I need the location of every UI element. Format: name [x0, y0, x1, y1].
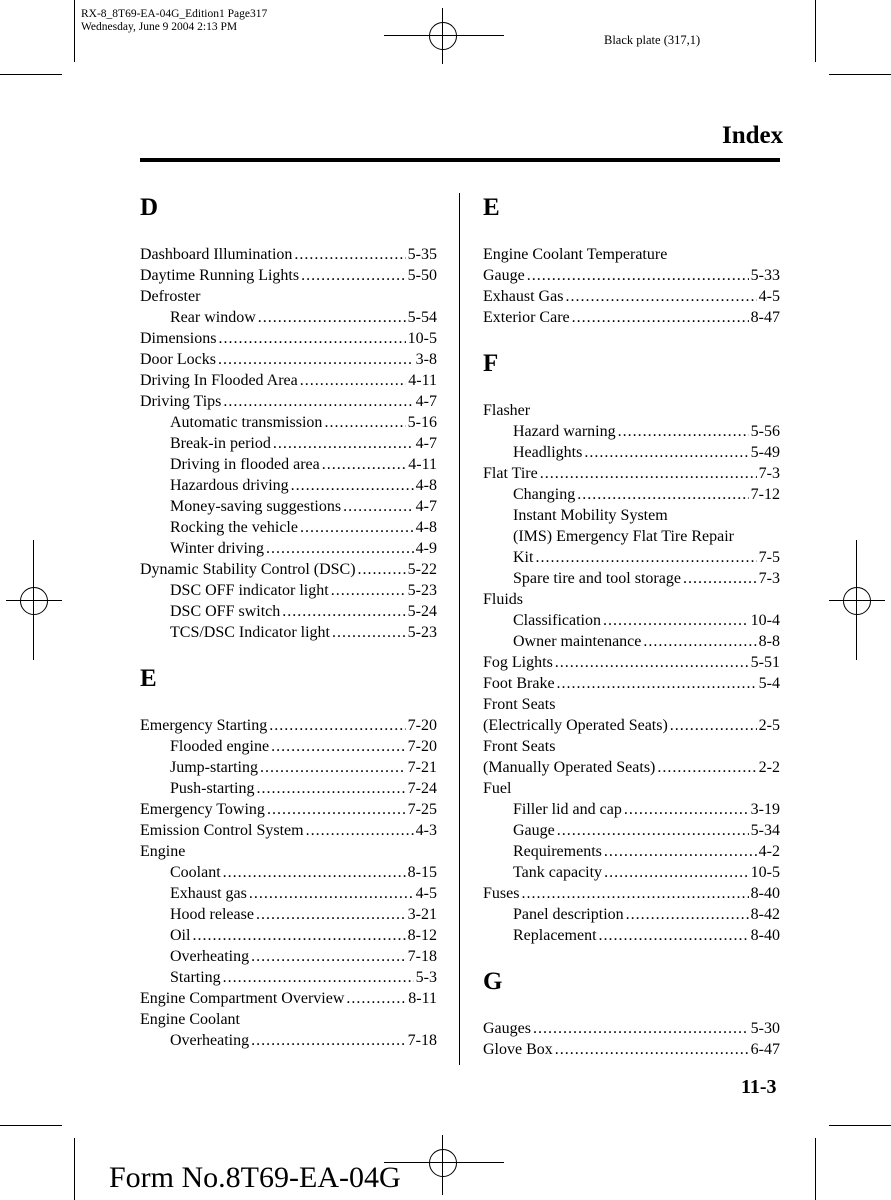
- entry-page-ref: 5-56: [750, 423, 780, 440]
- crop-mark: [74, 1138, 75, 1200]
- dot-leader: [273, 433, 414, 454]
- entry-text: Dimensions: [140, 330, 217, 347]
- dot-leader: [572, 307, 749, 328]
- entry-page-ref: 7-5: [758, 549, 780, 566]
- entry-page-ref: 6-47: [750, 1041, 780, 1058]
- entry-text: Flat Tire: [483, 465, 538, 482]
- index-column-left: [140, 193, 437, 1051]
- index-subentry: [140, 307, 437, 328]
- crop-mark: [815, 0, 816, 62]
- entry-text: (IMS) Emergency Flat Tire Repair: [513, 528, 735, 545]
- entry-page-ref: 8-47: [750, 309, 780, 326]
- entry-page-ref: 4-7: [415, 435, 437, 452]
- crop-mark: [74, 0, 75, 62]
- registration-mark-bottom: [384, 1135, 504, 1195]
- entry-text: Requirements: [513, 843, 602, 860]
- entry-text: Front Seats: [483, 696, 556, 713]
- entry-text: Break-in period: [170, 435, 271, 452]
- entry-text: Emission Control System: [140, 822, 304, 839]
- dot-leader: [331, 580, 406, 601]
- index-subentry: [140, 475, 437, 496]
- dot-leader: [266, 538, 414, 559]
- index-entry: [140, 265, 437, 286]
- index-subentry: [483, 505, 780, 526]
- entry-text: Fluids: [483, 591, 524, 608]
- entry-page-ref: 4-8: [415, 477, 437, 494]
- entry-text: Glove Box: [483, 1041, 553, 1058]
- dot-leader: [256, 778, 405, 799]
- entry-page-ref: 7-18: [407, 948, 437, 965]
- entry-text: Exhaust gas: [170, 885, 247, 902]
- entry-page-ref: 5-4: [758, 675, 780, 692]
- entry-text: Filler lid and cap: [513, 801, 622, 818]
- entry-page-ref: 8-12: [407, 927, 437, 944]
- crop-mark: [829, 1125, 891, 1126]
- index-entry: [140, 286, 437, 307]
- entry-text: Front Seats: [483, 738, 556, 755]
- index-entry: [483, 778, 780, 799]
- index-letter-heading: G: [483, 968, 503, 995]
- index-subentry: [483, 862, 780, 883]
- index-entry: [483, 244, 780, 265]
- dot-leader: [584, 442, 748, 463]
- index-column-right: [483, 193, 780, 1060]
- index-entry: [140, 799, 437, 820]
- crop-mark: [0, 74, 62, 75]
- entry-text: Overheating: [170, 948, 250, 965]
- entry-page-ref: 4-8: [415, 519, 437, 536]
- index-entry: [140, 820, 437, 841]
- dot-leader: [218, 328, 405, 349]
- index-subentry: [140, 967, 437, 988]
- form-number: Form No.8T69-EA-04G: [109, 1161, 401, 1194]
- index-subentry: [140, 736, 437, 757]
- dot-leader: [218, 349, 414, 370]
- entry-text: Flasher: [483, 402, 531, 419]
- entry-text: Overheating: [170, 1032, 250, 1049]
- dot-leader: [527, 265, 749, 286]
- entry-page-ref: 8-8: [758, 633, 780, 650]
- dot-leader: [251, 1030, 406, 1051]
- index-entry: [140, 559, 437, 580]
- index-entry: [483, 589, 780, 610]
- dot-leader: [223, 391, 413, 412]
- entry-page-ref: 8-15: [407, 864, 437, 881]
- entry-page-ref: 5-34: [750, 822, 780, 839]
- entry-text: TCS/DSC Indicator light: [170, 624, 330, 641]
- index-subentry: [483, 904, 780, 925]
- dot-leader: [282, 601, 405, 622]
- entry-text: Winter driving: [170, 540, 264, 557]
- dot-leader: [251, 946, 406, 967]
- entry-text: Emergency Starting: [140, 717, 268, 734]
- entry-text: Daytime Running Lights: [140, 267, 300, 284]
- index-entry: [483, 757, 780, 778]
- dot-leader: [540, 463, 757, 484]
- entry-text: Engine Coolant: [140, 1011, 240, 1028]
- entry-text: Starting: [170, 969, 221, 986]
- index-group: [483, 349, 780, 946]
- dot-leader: [346, 988, 406, 1009]
- entry-page-ref: 8-42: [750, 906, 780, 923]
- index-subentry: [483, 484, 780, 505]
- entry-page-ref: 7-20: [407, 717, 437, 734]
- index-subentry: [483, 568, 780, 589]
- entry-page-ref: 5-22: [407, 561, 437, 578]
- entry-text: Panel description: [513, 906, 624, 923]
- entry-text: Owner maintenance: [513, 633, 642, 650]
- index-subentry: [140, 946, 437, 967]
- index-entry: [140, 715, 437, 736]
- dot-leader: [343, 496, 414, 517]
- index-entry: [483, 265, 780, 286]
- file-info: RX-8_8T69-EA-04G_Edition1 Page317: [81, 8, 268, 20]
- entry-text: Dynamic Stability Control (DSC): [140, 561, 356, 578]
- dot-leader: [557, 673, 757, 694]
- index-subentry: [140, 622, 437, 643]
- entry-page-ref: 7-3: [758, 570, 780, 587]
- crop-mark: [829, 74, 891, 75]
- entry-text: Changing: [513, 486, 576, 503]
- index-subentry: [140, 904, 437, 925]
- index-entry: [483, 736, 780, 757]
- dot-leader: [565, 286, 756, 307]
- index-entry: [483, 883, 780, 904]
- entry-text: Driving Tips: [140, 393, 222, 410]
- entry-page-ref: 3-19: [750, 801, 780, 818]
- index-group: [483, 967, 780, 1060]
- index-subentry: [483, 547, 780, 568]
- entry-page-ref: 3-21: [407, 906, 437, 923]
- entry-page-ref: 4-7: [415, 498, 437, 515]
- entry-text: Rear window: [170, 309, 256, 326]
- dot-leader: [533, 1018, 749, 1039]
- dot-leader: [332, 622, 406, 643]
- entry-text: Classification: [513, 612, 601, 629]
- entry-text: Engine Coolant Temperature: [483, 246, 668, 263]
- entry-page-ref: 7-25: [407, 801, 437, 818]
- dot-leader: [604, 841, 757, 862]
- index-subentry: [483, 820, 780, 841]
- index-entry: [483, 652, 780, 673]
- index-subentry: [140, 538, 437, 559]
- entry-page-ref: 8-40: [750, 885, 780, 902]
- dot-leader: [192, 925, 405, 946]
- entry-page-ref: 10-4: [750, 612, 780, 629]
- entry-page-ref: 7-12: [750, 486, 780, 503]
- dot-leader: [301, 265, 406, 286]
- index-entry: [140, 370, 437, 391]
- entry-page-ref: 4-11: [408, 456, 437, 473]
- dot-leader: [249, 883, 414, 904]
- index-subentry: [483, 421, 780, 442]
- dot-leader: [258, 307, 406, 328]
- title-rule: [140, 158, 780, 162]
- entry-text: Exterior Care: [483, 309, 570, 326]
- index-entry: [140, 328, 437, 349]
- entry-text: Gauge: [513, 822, 555, 839]
- entry-text: Hazardous driving: [170, 477, 289, 494]
- entry-text: Oil: [170, 927, 191, 944]
- index-entry: [483, 1039, 780, 1060]
- entry-page-ref: 7-3: [758, 465, 780, 482]
- dot-leader: [300, 370, 407, 391]
- dot-leader: [322, 454, 407, 475]
- dot-leader: [603, 610, 749, 631]
- index-subentry: [483, 610, 780, 631]
- entry-text: Defroster: [140, 288, 201, 305]
- entry-page-ref: 4-5: [758, 288, 780, 305]
- entry-page-ref: 4-11: [408, 372, 437, 389]
- entry-page-ref: 5-51: [750, 654, 780, 671]
- index-letter-heading: E: [483, 194, 500, 221]
- entry-text: Headlights: [513, 444, 583, 461]
- entry-text: Spare tire and tool storage: [513, 570, 681, 587]
- entry-page-ref: 4-2: [758, 843, 780, 860]
- entry-text: Money-saving suggestions: [170, 498, 342, 515]
- index-subentry: [140, 496, 437, 517]
- entry-page-ref: 5-23: [407, 582, 437, 599]
- entry-text: (Electrically Operated Seats): [483, 717, 668, 734]
- index-entry: [483, 715, 780, 736]
- entry-page-ref: 5-50: [407, 267, 437, 284]
- entry-text: Driving in flooded area: [170, 456, 320, 473]
- index-letter-heading: F: [483, 350, 499, 377]
- index-subentry: [140, 412, 437, 433]
- dot-leader: [306, 820, 414, 841]
- entry-text: Hazard warning: [513, 423, 616, 440]
- index-subentry: [140, 454, 437, 475]
- entry-text: (Manually Operated Seats): [483, 759, 656, 776]
- entry-text: Dashboard Illumination: [140, 246, 293, 263]
- index-entry: [483, 694, 780, 715]
- entry-text: Gauges: [483, 1020, 531, 1037]
- crop-mark: [0, 1125, 62, 1126]
- dot-leader: [358, 559, 406, 580]
- index-entry: [483, 463, 780, 484]
- dot-leader: [643, 631, 756, 652]
- dot-leader: [557, 820, 749, 841]
- entry-text: Rocking the vehicle: [170, 519, 298, 536]
- dot-leader: [535, 547, 756, 568]
- index-entry: [483, 400, 780, 421]
- entry-text: Door Locks: [140, 351, 216, 368]
- index-subentry: [483, 631, 780, 652]
- entry-page-ref: 10-5: [750, 864, 780, 881]
- dot-leader: [269, 715, 405, 736]
- index-entry: [140, 988, 437, 1009]
- entry-page-ref: 4-3: [415, 822, 437, 839]
- entry-text: Instant Mobility System: [513, 507, 668, 524]
- entry-page-ref: 7-20: [407, 738, 437, 755]
- entry-page-ref: 7-18: [407, 1032, 437, 1049]
- entry-page-ref: 4-7: [415, 393, 437, 410]
- entry-page-ref: 2-2: [758, 759, 780, 776]
- dot-leader: [577, 484, 748, 505]
- entry-page-ref: 5-33: [750, 267, 780, 284]
- index-subentry: [140, 778, 437, 799]
- dot-leader: [555, 1039, 749, 1060]
- dot-leader: [291, 475, 414, 496]
- index-subentry: [483, 799, 780, 820]
- dot-leader: [626, 904, 749, 925]
- dot-leader: [599, 925, 749, 946]
- entry-page-ref: 5-30: [750, 1020, 780, 1037]
- entry-text: Coolant: [170, 864, 221, 881]
- index-subentry: [140, 433, 437, 454]
- index-entry: [140, 391, 437, 412]
- index-subentry: [140, 862, 437, 883]
- registration-mark-left: [6, 540, 62, 660]
- print-date: Wednesday, June 9 2004 2:13 PM: [81, 21, 238, 33]
- entry-page-ref: 4-5: [415, 885, 437, 902]
- dot-leader: [604, 862, 749, 883]
- index-subentry: [140, 517, 437, 538]
- section-title: Index: [722, 122, 784, 149]
- dot-leader: [223, 967, 414, 988]
- entry-page-ref: 7-24: [407, 780, 437, 797]
- index-entry: [483, 1018, 780, 1039]
- entry-text: Driving In Flooded Area: [140, 372, 298, 389]
- index-subentry: [140, 1030, 437, 1051]
- entry-text: Kit: [513, 549, 534, 566]
- entry-page-ref: 5-3: [415, 969, 437, 986]
- entry-text: Hood release: [170, 906, 254, 923]
- index-subentry: [483, 841, 780, 862]
- page-number: 11-3: [741, 1076, 777, 1098]
- dot-leader: [624, 799, 749, 820]
- entry-page-ref: 5-49: [750, 444, 780, 461]
- index-subentry: [140, 757, 437, 778]
- index-subentry: [140, 580, 437, 601]
- index-entry: [140, 841, 437, 862]
- dot-leader: [657, 757, 756, 778]
- index-subentry: [140, 925, 437, 946]
- entry-text: Tank capacity: [513, 864, 603, 881]
- dot-leader: [300, 517, 414, 538]
- dot-leader: [223, 862, 406, 883]
- entry-page-ref: 2-5: [758, 717, 780, 734]
- entry-text: Fuses: [483, 885, 520, 902]
- entry-text: Foot Brake: [483, 675, 555, 692]
- column-divider: [459, 193, 460, 1065]
- entry-page-ref: 7-21: [407, 759, 437, 776]
- entry-text: DSC OFF switch: [170, 603, 281, 620]
- index-letter-heading: E: [140, 665, 157, 692]
- index-entry: [140, 349, 437, 370]
- index-subentry: [140, 601, 437, 622]
- dot-leader: [555, 652, 749, 673]
- entry-text: Emergency Towing: [140, 801, 265, 818]
- entry-page-ref: 5-35: [407, 246, 437, 263]
- index-entry: [483, 286, 780, 307]
- dot-leader: [267, 799, 406, 820]
- entry-text: Fuel: [483, 780, 512, 797]
- entry-text: DSC OFF indicator light: [170, 582, 329, 599]
- print-header: [81, 8, 267, 34]
- plate-label: Black plate (317,1): [604, 33, 701, 47]
- index-subentry: [483, 442, 780, 463]
- index-entry: [483, 307, 780, 328]
- index-group: [483, 193, 780, 328]
- crop-mark: [815, 1138, 816, 1200]
- registration-mark-right: [829, 540, 885, 660]
- index-subentry: [140, 883, 437, 904]
- entry-page-ref: 8-11: [408, 990, 437, 1007]
- index-subentry: [483, 925, 780, 946]
- entry-page-ref: 5-54: [407, 309, 437, 326]
- entry-text: Gauge: [483, 267, 525, 284]
- entry-text: Automatic transmission: [170, 414, 323, 431]
- index-subentry: [483, 526, 780, 547]
- entry-text: Replacement: [513, 927, 597, 944]
- index-entry: [140, 244, 437, 265]
- dot-leader: [521, 883, 748, 904]
- entry-page-ref: 10-5: [407, 330, 437, 347]
- entry-text: Push-starting: [170, 780, 255, 797]
- dot-leader: [256, 904, 406, 925]
- index-entry: [140, 1009, 437, 1030]
- entry-page-ref: 8-40: [750, 927, 780, 944]
- registration-mark-top: [384, 8, 504, 64]
- dot-leader: [683, 568, 757, 589]
- dot-leader: [271, 736, 406, 757]
- index-group: [140, 193, 437, 643]
- entry-text: Engine: [140, 843, 186, 860]
- dot-leader: [618, 421, 749, 442]
- index-letter-heading: D: [140, 194, 159, 221]
- entry-text: Engine Compartment Overview: [140, 990, 345, 1007]
- index-entry: [483, 673, 780, 694]
- dot-leader: [324, 412, 405, 433]
- entry-page-ref: 5-23: [407, 624, 437, 641]
- entry-page-ref: 5-24: [407, 603, 437, 620]
- entry-text: Flooded engine: [170, 738, 270, 755]
- entry-page-ref: 3-8: [415, 351, 437, 368]
- entry-page-ref: 4-9: [415, 540, 437, 557]
- dot-leader: [294, 244, 405, 265]
- entry-page-ref: 5-16: [407, 414, 437, 431]
- index-group: [140, 664, 437, 1051]
- dot-leader: [670, 715, 757, 736]
- entry-text: Exhaust Gas: [483, 288, 564, 305]
- dot-leader: [260, 757, 406, 778]
- entry-text: Jump-starting: [170, 759, 258, 776]
- entry-text: Fog Lights: [483, 654, 553, 671]
